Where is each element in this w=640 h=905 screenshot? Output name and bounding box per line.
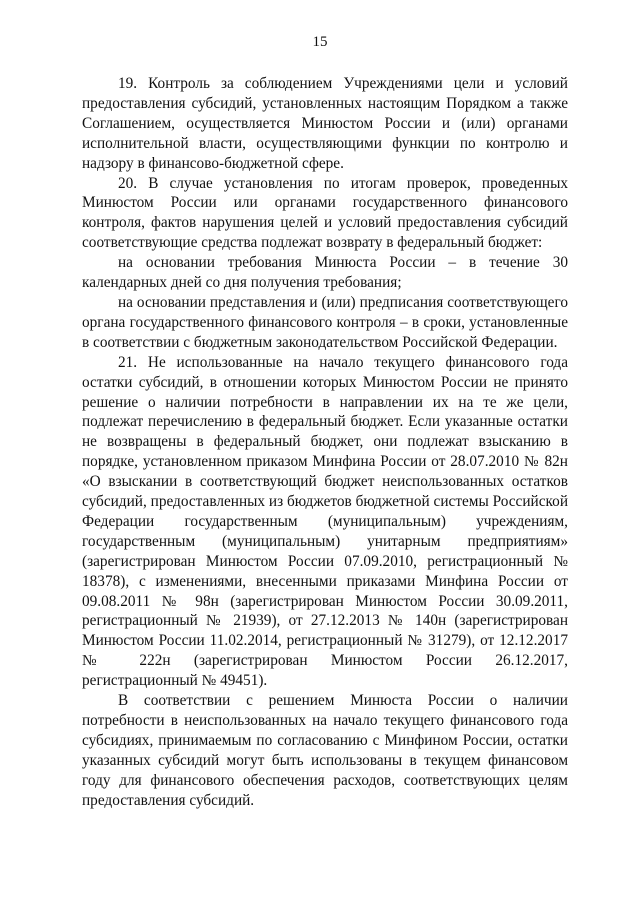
paragraph-21-continuation: В соответствии с решением Минюста России о наличии потребности в неиспользованных на начало текущего финансового года субсидиях, принимаемым по согласованию с Минфином России, остатки указанных субсидий могут быть использованы в текущем финансовом году для финансового обеспечения расходов, соответствующих целям предоставления субсидий. [82,692,568,809]
paragraph-19: 19. Контроль за соблюдением Учреждениями цели и условий предоставления субсидий, установленных настоящим Порядком а также Соглашением, осуществляется Минюстом России и (или) органами исполнительной власти, осуществляющими функции по контролю и надзору в финансово-бюджетной сфере. [82,75,568,172]
paragraph-20: 20. В случае установления по итогам проверок, проведенных Минюстом России или органами государственного финансового контроля, фактов нарушения целей и условий предоставления субсидий соответствующие средства подлежат возврату в федеральный бюджет: [82,174,568,252]
page-number: 15 [312,34,328,50]
paragraph-20-item-requirement: на основании требования Минюста России – в течение 30 календарных дней со дня получения требования; [82,254,568,292]
paragraph-20-item-representation: на основании представления и (или) предписания соответствующего органа государственного финансового контроля – в сроки, установленные в соответствии с бюджетным законодательством Российской Федерации. [82,293,568,351]
document-body [82,74,568,811]
paragraph-21: 21. Не использованные на начало текущего финансового года остатки субсидий, в отношении которых Минюстом России не принято решение о наличии потребности в направлении их на те же цели, подлежат перечислению в федеральный бюджет. Если указанные остатки не возвращены в федеральный бюджет, они подлежат взысканию в порядке, установленном приказом Минфина России от 28.07.2010 № 82н «О взыскании в соответствующий бюджет неиспользованных остатков субсидий, предоставленных из бюджетов бюджетной системы Российской Федерации государственным (муниципальным) учреждениям, государственным (муниципальным) унитарным предприятиям» (зарегистрирован Минюстом России 07.09.2010, регистрационный № 18378), с изменениями, внесенными приказами Минфина России от 09.08.2011 № 98н (зарегистрирован Минюстом России 30.09.2011, регистрационный № 21939), от 27.12.2013 № 140н (зарегистрирован Минюстом России 11.02.2014, регистрационный № 31279), от 12.12.2017 № 222н (зарегистрирован Минюстом России 26.12.2017, регистрационный № 49451). [82,353,568,690]
